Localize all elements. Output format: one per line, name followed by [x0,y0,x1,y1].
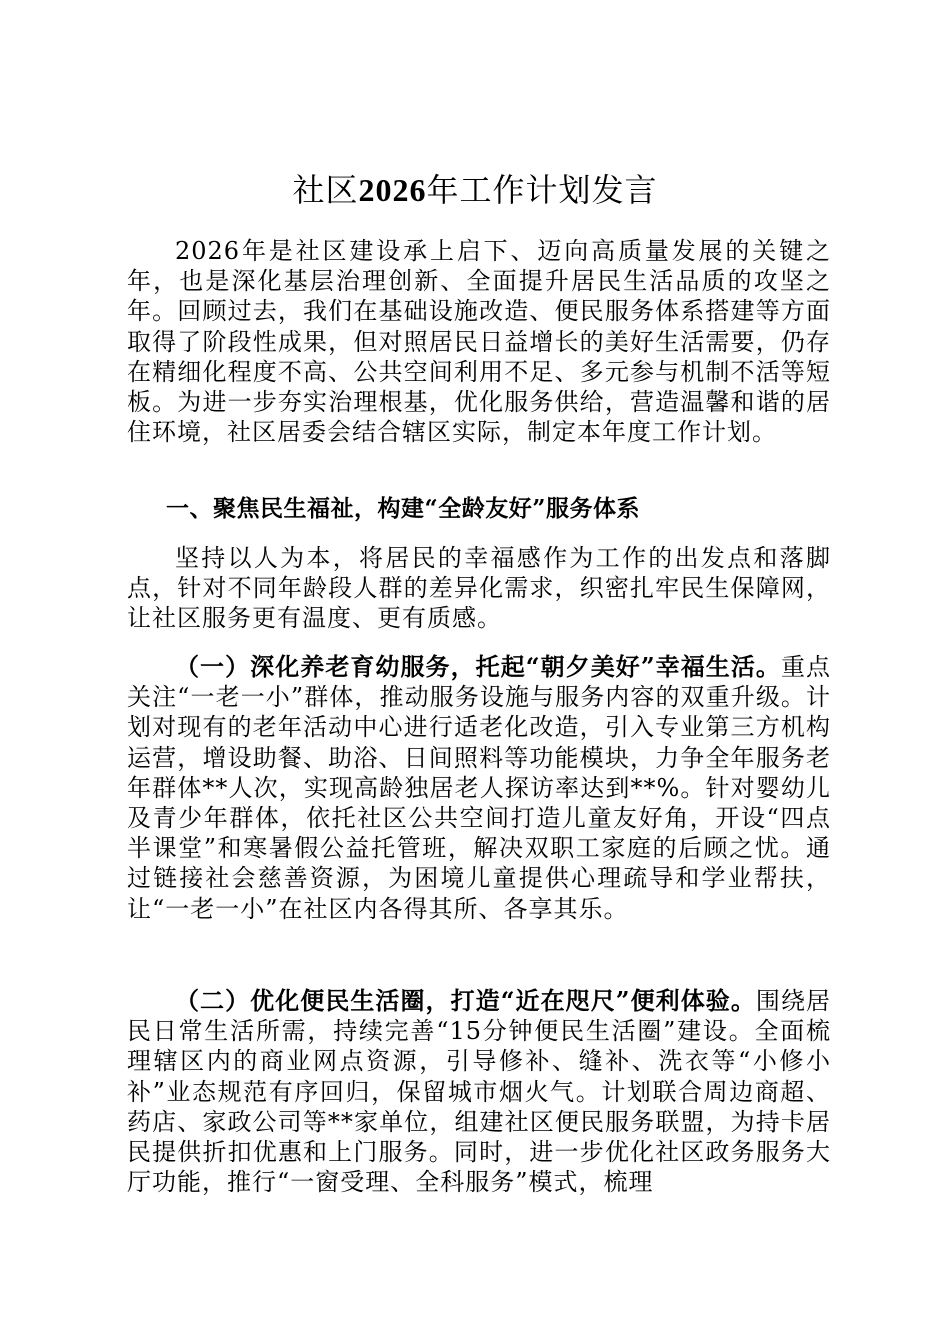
item-1-lead: （一）深化养老育幼服务，托起“朝夕美好”幸福生活。 [175,652,781,681]
title-year: 2026 [358,172,427,208]
section-1-paragraph: 坚持以人为本，将居民的幸福感作为工作的出发点和落脚点，针对不同年龄段人群的差异化需求，织密扎牢民生保障网，让社区服务更有温度、更有质感。 [127,544,831,633]
item-1-text: 重点关注“一老一小”群体，推动服务设施与服务内容的双重升级。计划对现有的老年活动中心进行适老化改造，引入专业第三方机构运营，增设助餐、助浴、日间照料等功能模块，力争全年服务老年群体**人次，实现高龄独居老人探访率达到**%。针对婴幼儿及青少年群体，依托社区公共空间打造儿童友好角，开设“四点半课堂”和寒暑假公益托管班，解决双职工家庭的后顾之忧。通过链接社会慈善资源，为困境儿童提供心理疏导和学业帮扶，让“一老一小”在社区内各得其所、各享其乐。 [127,653,832,923]
intro-paragraph: 2026年是社区建设承上启下、迈向高质量发展的关键之年，也是深化基层治理创新、全面提升居民生活品质的攻坚之年。回顾过去，我们在基础设施改造、便民服务体系搭建等方面取得了阶段性成果，但对照居民日益增长的美好生活需要，仍存在精细化程度不高、公共空间利用不足、多元参与机制不活等短板。为进一步夯实治理根基，优化服务供给，营造温馨和谐的居住环境，社区居委会结合辖区实际，制定本年度工作计划。 [127,237,831,447]
item-1-paragraph [127,652,831,924]
item-2-text: 围绕居民日常生活所需，持续完善“15分钟便民生活圈”建设。全面梳理辖区内的商业网点资源，引导修补、缝补、洗衣等“小修小补”业态规范有序回归，保留城市烟火气。计划联合周边商超、药店、家政公司等**家单位，组建社区便民服务联盟，为持卡居民提供折扣优惠和上门服务。同时，进一步优化社区政务服务大厅功能，推行“一窗受理、全科服务”模式，梳理 [127,987,832,1197]
title-suffix: 年工作计划发言 [426,171,658,209]
item-2-paragraph [127,986,831,1197]
title-prefix: 社区 [292,171,359,209]
section-1-heading: 一、聚焦民生福祉，构建“全龄友好”服务体系 [166,495,640,522]
document-title [0,166,950,214]
item-2-lead: （二）优化便民生活圈，打造“近在咫尺”便利体验。 [175,986,756,1015]
